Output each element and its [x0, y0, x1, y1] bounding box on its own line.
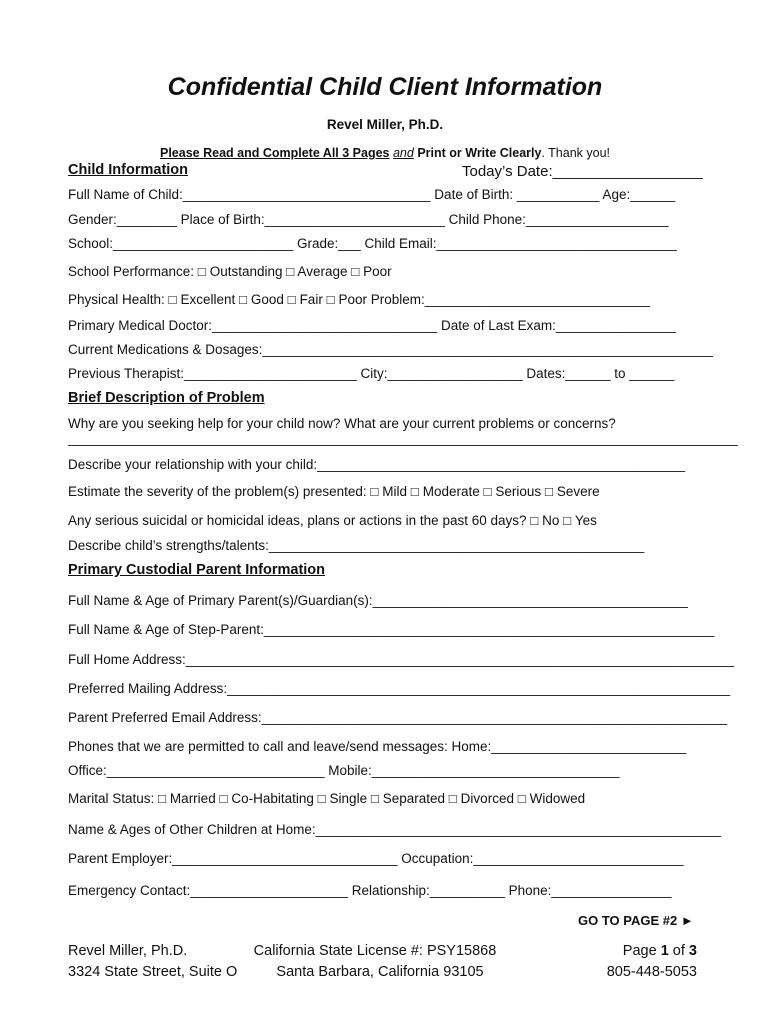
page-label: Page — [622, 943, 661, 959]
home-address-line[interactable]: Full Home Address:_________________________________________________________________________ — [68, 652, 734, 667]
step-parent-line[interactable]: Full Name & Age of Step-Parent:____________________________________________________________ — [68, 622, 715, 637]
primary-parent-line[interactable]: Full Name & Age of Primary Parent(s)/Guardian(s):__________________________________________ — [68, 593, 688, 608]
author-name: Revel Miller, Ph.D. — [326, 117, 444, 132]
footer-address: 3324 State Street, Suite O — [68, 964, 238, 980]
instructions-part1: Please Read and Complete All 3 Pages — [160, 146, 390, 160]
severity-line[interactable]: Estimate the severity of the problem(s) presented: □ Mild □ Moderate □ Serious □ Severe — [68, 484, 600, 499]
physical-health-line[interactable]: Physical Health: □ Excellent □ Good □ Fair □ Poor Problem:______________________________ — [68, 292, 650, 307]
emergency-contact-line[interactable]: Emergency Contact:_____________________ Relationship:__________ Phone:________________ — [68, 883, 672, 898]
medical-doctor-line[interactable]: Primary Medical Doctor:______________________________ Date of Last Exam:________________ — [68, 318, 676, 333]
instructions-and: and — [392, 146, 414, 160]
page-total: 3 — [688, 943, 697, 959]
marital-status-line[interactable]: Marital Status: □ Married □ Co-Habitating □ Single □ Separated □ Divorced □ Widowed — [68, 791, 586, 806]
medications-line[interactable]: Current Medications & Dosages:____________________________________________________________ — [68, 342, 713, 357]
footer-center — [248, 941, 502, 983]
footer-license: California State License #: PSY15868 — [253, 943, 497, 959]
relationship-line[interactable]: Describe your relationship with your child:_________________________________________________ — [68, 457, 686, 472]
child-name-line[interactable]: Full Name of Child:_________________________________ Date of Birth: ___________ Age:______ — [68, 187, 676, 202]
previous-therapist-line[interactable]: Previous Therapist:_______________________ City:__________________ Dates:______ to ______ — [68, 366, 675, 381]
footer-page-number — [560, 941, 697, 962]
school-performance-line[interactable]: School Performance: □ Outstanding □ Average □ Poor — [68, 264, 392, 279]
page-of: of — [668, 943, 689, 959]
parent-email-line[interactable]: Parent Preferred Email Address:______________________________________________________________ — [68, 710, 728, 725]
footer-left — [68, 941, 237, 983]
instructions — [0, 146, 770, 160]
gender-line[interactable]: Gender:________ Place of Birth:________________________ Child Phone:___________________ — [68, 212, 669, 227]
footer-city: Santa Barbara, California 93105 — [276, 964, 484, 980]
seeking-help-answer-line[interactable]: ___________________________________________________________________________________________ — [68, 431, 738, 446]
other-children-line[interactable]: Name & Ages of Other Children at Home:______________________________________________________ — [68, 822, 722, 837]
strengths-line[interactable]: Describe child’s strengths/talents:__________________________________________________ — [68, 538, 645, 553]
phone-home-line[interactable]: Phones that we are permitted to call and leave/send messages: Home:__________________________ — [68, 739, 687, 754]
instructions-part3: . Thank you! — [541, 146, 610, 160]
section-child-information: Child Information — [68, 162, 189, 178]
footer-name: Revel Miller, Ph.D. — [68, 943, 188, 959]
document-title: Confidential Child Client Information — [167, 73, 603, 101]
phone-office-mobile-line[interactable]: Office:_____________________________ Mobile:_________________________________ — [68, 763, 620, 778]
page-current: 1 — [660, 943, 669, 959]
instructions-part2: Print or Write Clearly — [417, 146, 542, 160]
footer-phone: 805-448-5053 — [606, 964, 697, 980]
school-line[interactable]: School:________________________ Grade:___ Child Email:________________________________ — [68, 236, 677, 251]
footer-right — [560, 941, 697, 983]
seeking-help-question: Why are you seeking help for your child now? What are your current problems or concerns? — [68, 416, 616, 431]
mailing-address-line[interactable]: Preferred Mailing Address:___________________________________________________________________ — [68, 681, 731, 696]
todays-date-field[interactable]: Today’s Date:__________________ — [462, 163, 703, 180]
go-to-page-2-link[interactable]: GO TO PAGE #2 ► — [578, 913, 694, 928]
employer-line[interactable]: Parent Employer:______________________________ Occupation:____________________________ — [68, 851, 684, 866]
suicidal-ideas-line[interactable]: Any serious suicidal or homicidal ideas, plans or actions in the past 60 days? □ No □ Yes — [68, 513, 597, 528]
section-brief-description: Brief Description of Problem — [68, 390, 265, 406]
section-parent-information: Primary Custodial Parent Information — [68, 562, 326, 578]
